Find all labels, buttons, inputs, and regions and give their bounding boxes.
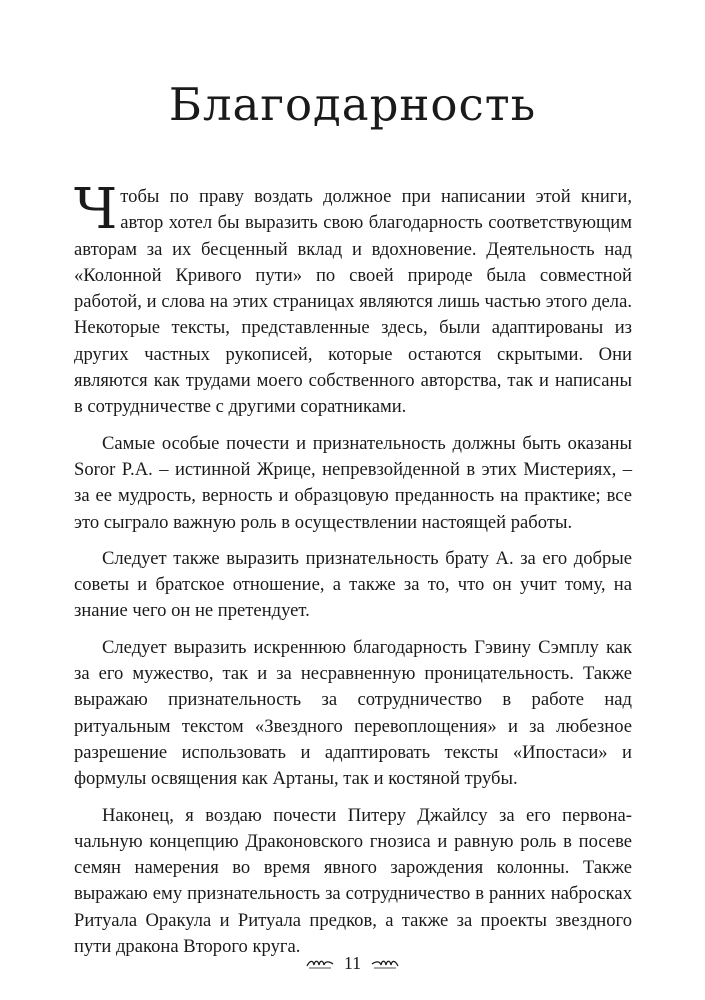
body-text bbox=[74, 177, 632, 970]
page-footer bbox=[0, 952, 705, 974]
right-swash-ornament-icon bbox=[371, 958, 399, 970]
paragraph-3: Следует также выразить признательность брату А. за его добрые советы и братское отношение, а также за то, что он учит тому, на знание чего он не претендует. bbox=[74, 547, 632, 622]
paragraph-5: Наконец, я воздаю почести Питеру Джайлсу за его первоначальную концепцию Драконовского гнозиса и равную роль в посеве семян намерения во время явного зарождения колонны. Также выражаю ему признательность за сотрудничество в ранних набросках Ритуала Оракула и Ритуала предков, а также за проекты звездного пути дракона Второго круга. bbox=[74, 804, 632, 958]
paragraph-4: Следует выразить искреннюю благодарность Гэвину Сэмплу как за его мужество, так и за несравненную проницательность. Также выражаю признательность за сотрудничество в работе над ритуальным текстом «Звездного перевоплощения» и за любезное разрешение использовать и адаптировать тексты «Ипостаси» и формулы освящения как Артаны, так и костяной трубы. bbox=[74, 636, 632, 790]
paragraph-1 bbox=[74, 177, 632, 421]
paragraph-1-text: тобы по праву воздать должное при написании этой книги, автор хотел бы выразить свою благодарность соответствующим авторам за их бесценный вклад и вдохновение. Деятельность над «Колонной Кривого пути» по своей природе была совместной работой, и слова на этих страницах являются лишь частью этого дела. Некоторые тексты, представленные здесь, были адаптированы из других частных рукописей, которые остаются скрытыми. Они являются как трудами моего собственного авторства, так и написаны в сотрудничестве с другими соратниками. bbox=[74, 186, 632, 418]
page-title: Благодарность bbox=[168, 78, 537, 131]
left-swash-ornament-icon bbox=[306, 958, 334, 970]
drop-cap: Ч bbox=[74, 177, 118, 242]
page-number: 11 bbox=[343, 953, 362, 974]
paragraph-2: Самые особые почести и признательность должны быть оказаны Soror P.A. – истинной Жрице, непревзойденной в этих Мистериях, – за ее мудрость, верность и образцовую преданность на практике; все это сыграло важную роль в осуществлении настоящей работы. bbox=[74, 432, 632, 533]
